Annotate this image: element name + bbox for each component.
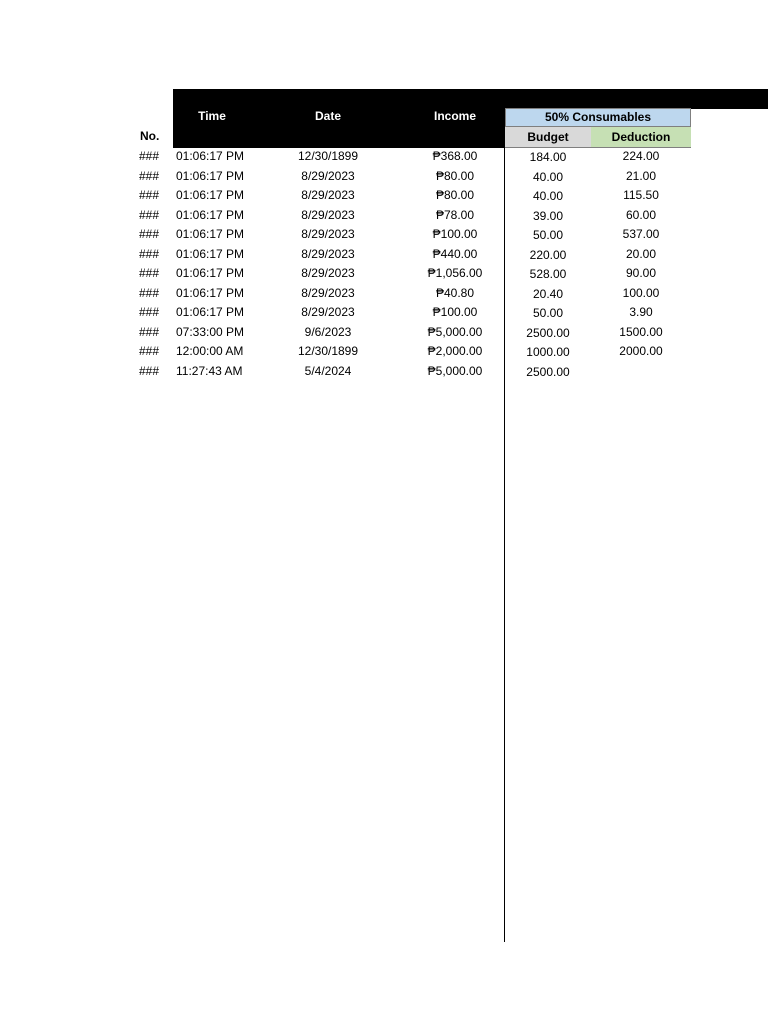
table-row: [0, 285, 768, 305]
cell-date[interactable]: 8/29/2023: [301, 227, 355, 241]
header-no[interactable]: No.: [140, 129, 160, 143]
cell-no[interactable]: ###: [139, 246, 160, 261]
cell-income[interactable]: ₱40.80: [435, 285, 475, 300]
cell-date[interactable]: 9/6/2023: [304, 324, 352, 339]
cell-time[interactable]: 01:06:17 PM: [176, 266, 245, 280]
cell-time[interactable]: 07:33:00 PM: [176, 324, 245, 339]
cell-budget[interactable]: 184.00: [529, 150, 567, 164]
cell-date[interactable]: 8/29/2023: [301, 188, 355, 202]
cell-income[interactable]: ₱368.00: [432, 149, 478, 163]
table-row: [0, 343, 768, 363]
cell-deduction[interactable]: 1500.00: [619, 324, 663, 339]
cell-time[interactable]: 01:06:17 PM: [176, 246, 245, 261]
table-row: [0, 246, 768, 266]
cell-time[interactable]: 01:06:17 PM: [176, 285, 245, 300]
table-row: [0, 207, 768, 227]
cell-income[interactable]: ₱440.00: [432, 246, 478, 261]
cell-date[interactable]: 8/29/2023: [301, 168, 355, 183]
cell-no[interactable]: ###: [139, 188, 160, 202]
cell-date[interactable]: 8/29/2023: [301, 305, 355, 319]
cell-time[interactable]: 01:06:17 PM: [176, 227, 245, 241]
header-income[interactable]: Income: [433, 109, 476, 123]
cell-time[interactable]: 01:06:17 PM: [176, 207, 245, 222]
cell-budget[interactable]: 50.00: [532, 306, 564, 320]
cell-income[interactable]: ₱2,000.00: [427, 344, 483, 358]
cell-no[interactable]: ###: [139, 207, 160, 222]
cell-time[interactable]: 11:27:43 AM: [176, 363, 243, 378]
cell-time[interactable]: 12:00:00 AM: [176, 344, 244, 358]
cell-deduction[interactable]: 224.00: [622, 149, 660, 163]
cell-budget[interactable]: 50.00: [532, 228, 564, 242]
table-row: [0, 226, 768, 246]
header-consumables[interactable]: 50% Consumables: [505, 108, 691, 127]
cell-no[interactable]: ###: [139, 324, 160, 339]
cell-no[interactable]: ###: [139, 285, 160, 300]
cell-deduction[interactable]: 100.00: [622, 285, 660, 300]
cell-date[interactable]: 8/29/2023: [301, 246, 355, 261]
data-rows: [0, 148, 768, 382]
header-band: [173, 89, 768, 109]
cell-income[interactable]: ₱1,056.00: [427, 266, 483, 280]
cell-deduction[interactable]: 2000.00: [619, 344, 663, 358]
cell-deduction[interactable]: 60.00: [625, 207, 657, 222]
cell-deduction[interactable]: 21.00: [625, 168, 657, 183]
cell-budget[interactable]: 2500.00: [526, 364, 570, 379]
table-row: [0, 265, 768, 285]
header-date[interactable]: Date: [314, 109, 341, 123]
cell-deduction[interactable]: [591, 363, 691, 383]
header-time[interactable]: Time: [198, 109, 226, 123]
header-budget[interactable]: Budget: [505, 127, 591, 147]
cell-budget[interactable]: 220.00: [529, 247, 567, 262]
cell-no[interactable]: ###: [139, 344, 160, 358]
cell-date[interactable]: 8/29/2023: [301, 266, 355, 280]
cell-income[interactable]: ₱100.00: [432, 227, 478, 241]
cell-no[interactable]: ###: [139, 266, 160, 280]
cell-no[interactable]: ###: [139, 363, 160, 378]
cell-budget[interactable]: 2500.00: [526, 325, 570, 340]
cell-deduction[interactable]: 90.00: [625, 266, 657, 280]
table-row: [0, 324, 768, 344]
table-row: [0, 304, 768, 324]
cell-income[interactable]: ₱78.00: [435, 207, 475, 222]
cell-date[interactable]: 8/29/2023: [301, 207, 355, 222]
cell-income[interactable]: ₱100.00: [432, 305, 478, 319]
cell-income[interactable]: ₱80.00: [435, 188, 475, 202]
cell-income[interactable]: ₱5,000.00: [427, 324, 483, 339]
cell-deduction[interactable]: 3.90: [629, 305, 653, 319]
cell-budget[interactable]: 40.00: [532, 189, 564, 203]
cell-time[interactable]: 01:06:17 PM: [176, 168, 245, 183]
table-row: [0, 148, 768, 168]
cell-time[interactable]: 01:06:17 PM: [176, 149, 245, 163]
cell-budget[interactable]: 40.00: [532, 169, 564, 184]
cell-budget[interactable]: 39.00: [532, 208, 564, 223]
cell-deduction[interactable]: 537.00: [622, 227, 660, 241]
cell-date[interactable]: 12/30/1899: [297, 149, 359, 163]
table-row: [0, 363, 768, 383]
cell-date[interactable]: 12/30/1899: [297, 344, 359, 358]
table-row: [0, 187, 768, 207]
cell-deduction[interactable]: 20.00: [625, 246, 657, 261]
header-deduction[interactable]: Deduction: [591, 127, 691, 147]
cell-no[interactable]: ###: [139, 305, 160, 319]
table-row: [0, 168, 768, 188]
cell-deduction[interactable]: 115.50: [623, 188, 659, 202]
cell-no[interactable]: ###: [139, 227, 160, 241]
cell-no[interactable]: ###: [139, 149, 160, 163]
cell-budget[interactable]: 20.40: [532, 286, 564, 301]
cell-no[interactable]: ###: [139, 168, 160, 183]
cell-date[interactable]: 5/4/2024: [304, 363, 352, 378]
cell-budget[interactable]: 1000.00: [526, 345, 570, 359]
cell-date[interactable]: 8/29/2023: [301, 285, 355, 300]
cell-time[interactable]: 01:06:17 PM: [176, 305, 245, 319]
cell-budget[interactable]: 528.00: [529, 267, 567, 281]
cell-income[interactable]: ₱5,000.00: [427, 363, 483, 378]
cell-time[interactable]: 01:06:17 PM: [176, 188, 245, 202]
cell-income[interactable]: ₱80.00: [435, 168, 475, 183]
